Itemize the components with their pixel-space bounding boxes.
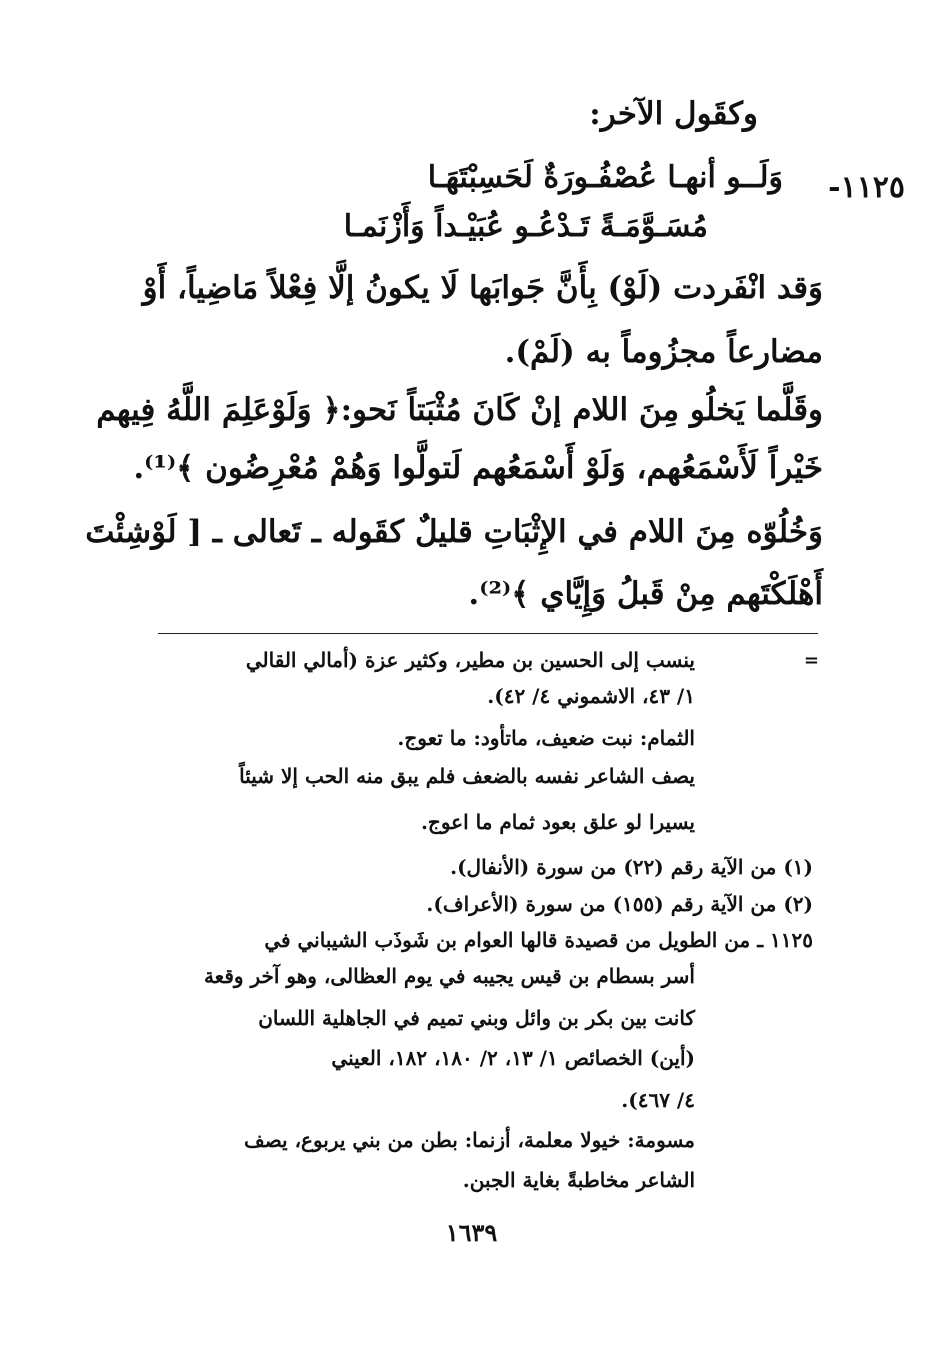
paragraph-3-line-2: أَهْلَكْتَهم مِنْ قَبلُ وَإِيَّاي ﴾⁽²⁾. [468,576,823,612]
paragraph-3-line-1: وَخُلُوّه مِنَ اللام في الإِثْبَاتِ قليلٌ كقَوله ـ تَعالى ـ [ لَوْشِئْتَ [85,514,823,550]
footnote-2: (٢) من الآية رقم (١٥٥) من سورة (الأعراف). [426,892,813,916]
verse-line-1: وَلَــو أنهـا عُصْفُـورَةٌ لَحَسِبْتَهَـا [427,160,783,195]
paragraph-1-line-1: وَقد انْفَردت (لَوْ) بِأَنَّ جَوابَها لَا يكونُ إلَّا فِعْلاً مَاضِياً، أَوْ [142,270,823,306]
footnote-line: الثمام: نبت ضعيف، ماتأود: ما تعوج. [397,726,695,750]
footnote-line: يسيرا لو علق بعود ثمام ما اعوج. [420,810,695,834]
footnote-line: مسومة: خيولا معلمة، أزنما: بطن من بني يربوع، يصف [244,1128,695,1152]
paragraph-1-line-2: مضارعاً مجزُوماً به (لَمْ). [504,334,823,370]
footnote-verse-1125: ١١٢٥ ـ من الطويل من قصيدة قالها العوام بن شَوذَب الشيباني في [264,928,813,952]
footnote-continuation-mark: = [803,650,819,671]
section-heading: وكقَول الآخر: [589,96,758,132]
footnote-line: ينسب إلى الحسين بن مطير، وكثير عزة (أمالي القالي [245,648,695,672]
verse-line-2: مُسَـوَّمَـةً تَـدْعُـو عُبَيْـداً وَأَزْنَمـا [343,209,708,244]
footnote-line: يصف الشاعر نفسه بالضعف فلم يبق منه الحب إلا شيئاً [239,764,695,788]
paragraph-2-line-2: خَيْراً لَأَسْمَعُهم، وَلَوْ أَسْمَعُهم لَتولَّوا وَهُمْ مُعْرِضُون ﴾⁽¹⁾. [133,450,823,486]
footnote-line: (أين) الخصائص ١/ ١٣، ٢/ ١٨٠، ١٨٢، العيني [331,1046,695,1070]
footnote-line: ١/ ٤٣، الاشموني ٤/ ٤٢). [487,684,695,708]
paragraph-2-line-1: وقَلَّما يَخلُو مِنَ اللام إنْ كَانَ مُثْبَتاً نَحو:﴿ وَلَوْعَلِمَ اللَّهُ فِيهم [96,392,823,428]
footnote-line: كانت بين بكر بن وائل وبني تميم في الجاهلية اللسان [258,1006,695,1030]
verse-number: ١١٢٥- [828,170,905,205]
footnote-line: الشاعر مخاطبةً بغاية الجبن. [462,1168,695,1192]
footnote-1: (١) من الآية رقم (٢٢) من سورة (الأنفال). [450,855,813,879]
footnote-line: ٤/ ٤٦٧). [621,1088,695,1112]
footnote-line: أسر بسطام بن قيس يجيبه في يوم العظالى، وهو آخر وقعة [203,964,695,988]
page-number: ١٦٣٩ [445,1218,498,1247]
footnote-divider [158,633,818,634]
